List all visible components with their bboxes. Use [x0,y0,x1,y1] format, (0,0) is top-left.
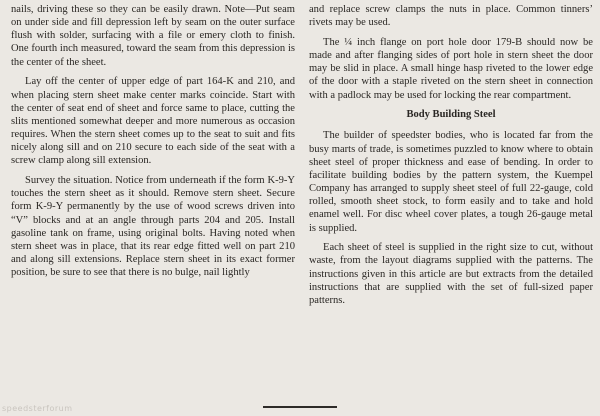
footer-rule [263,406,337,408]
paragraph-left-1: nails, driving these so they can be easily drawn. Note—Put seam on under side and fill depression left by seam on the outer surface flush with solder, surfacing with a file or emery cloth to finish. One fourth inch measured, toward the seam from this depression is the center of the sheet. [11,4,295,68]
paragraph-right-4: Each sheet of steel is supplied in the right size to cut, without waste, from the layout diagrams supplied with the patterns. The instructions given in this article are but extracts from the detailed instructions that are supplied with the set of full-sized paper patterns. [309,242,593,306]
paragraph-right-2: The ¼ inch flange on port hole door 179-B should now be made and after flanging sides of port hole in stern sheet the door may be slid in place. A small hinge hasp riveted to the lower edge of the door with a staple riveted on the stern sheet in connection with a padlock may be used for locking the rear compartment. [309,36,593,101]
left-column [11,3,295,286]
section-heading: Body Building Steel [406,109,496,121]
paragraph-left-2: Lay off the center of upper edge of part 164-K and 210, and when placing stern sheet make center marks coincide. Start with the center of seat end of sheet and force same to place, cutting the slits mentioned somewhat deeper and more numerous as occasion requires. When the stern sheet comes up to the seat to suit and fits nicely along sill and on 210 secure to each side of the seat with a screw clamp along sill extension. [11,76,295,167]
watermark: speedsterforum [2,404,73,413]
paragraph-right-3: The builder of speedster bodies, who is located far from the busy marts of trade, is sometimes puzzled to know where to obtain sheet steel of proper thickness and ease of bending. In order to facilitate building bodies by the pattern system, the Kuempel Company has arranged to supply sheet steel of full 22-gauge, cold rolled, smooth sheet stock, to form easily and to take and hold enamel well. For disc wheel cover plates, a tough 26-gauge metal is supplied. [309,130,593,234]
paragraph-right-1: and replace screw clamps the nuts in place. Common tinners’ rivets may be used. [309,4,593,29]
paragraph-left-3: Survey the situation. Notice from underneath if the form K-9-Y touches the stern sheet as it should. Remove stern sheet. Secure form K-9-Y permanently by the use of wood screws driven into “V” blocks and at an angle through parts 204 and 205. Install gasoline tank on frame, using original bolts. Having noted when stern sheet was in place, that its rear edge fitted well on part 210 and along sill extensions. Replace stern sheet in its exact former position, be sure to see that there is no bulge, nail lightly [11,175,295,279]
right-column [309,3,593,314]
